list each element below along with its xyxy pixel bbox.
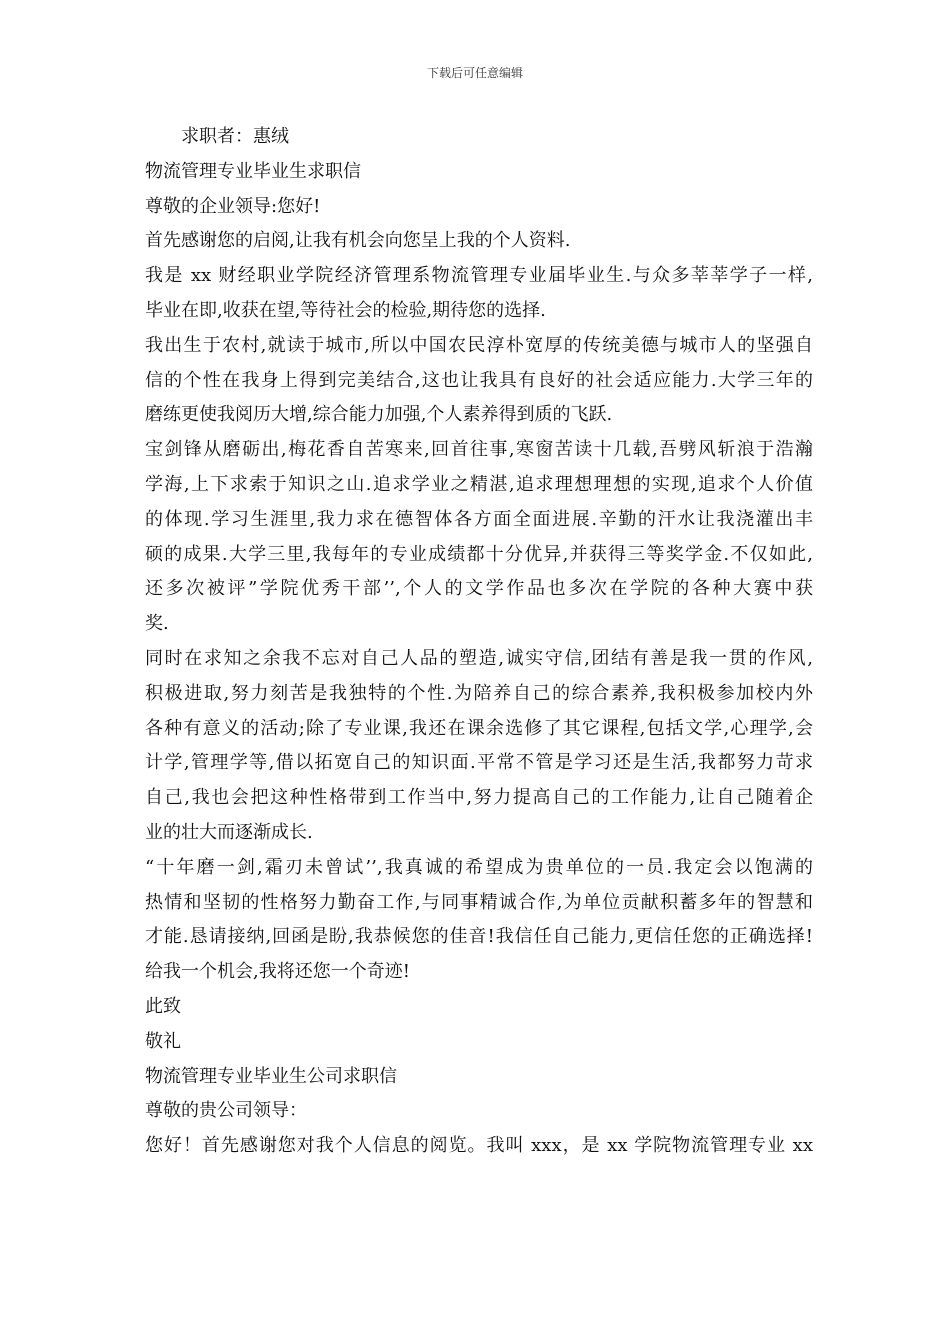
text-line: 尊敬的贵公司领导：: [145, 1100, 307, 1122]
text-line: 求职者：惠绒: [181, 126, 289, 147]
text-line: 我出生于农村,就读于城市,所以中国农民淳朴宽厚的传统美德与城市人的坚强自: [145, 334, 813, 356]
text-line: 此致: [145, 995, 181, 1017]
text-line: 物流管理专业毕业生公司求职信: [145, 1065, 397, 1087]
text-line: 宝剑锋从磨砺出,梅花香自苦寒来,回首往事,寒窗苦读十几载,吾劈风斩浪于浩瀚: [145, 439, 813, 461]
text-line: 自己,我也会把这种性格带到工作当中,努力提高自己的工作能力,让自己随着企: [145, 787, 813, 809]
text-line: 计学,管理学等,借以拓宽自己的知识面.平常不管是学习还是生活,我都努力苛求: [145, 752, 813, 774]
text-line: 还多次被评”学院优秀干部’’,个人的文学作品也多次在学院的各种大赛中获: [145, 578, 813, 600]
text-line: 同时在求知之余我不忘对自己人品的塑造,诚实守信,团结有善是我一贯的作风,: [145, 647, 813, 669]
text-line: 您好！首先感谢您对我个人信息的阅览。我叫 xxx，是 xx 学院物流管理专业 xx: [145, 1135, 813, 1157]
text-line: 磨练更使我阅历大增,综合能力加强,个人素养得到质的飞跃.: [145, 404, 613, 426]
text-line: 我是 xx 财经职业学院经济管理系物流管理专业届毕业生.与众多莘莘学子一样,: [145, 265, 813, 287]
text-line: “十年磨一剑,霜刃未曾试’’,我真诚的希望成为贵单位的一员.我定会以饱满的: [145, 856, 813, 878]
text-line: 敬礼: [145, 1030, 181, 1052]
text-line: 奖.: [145, 613, 169, 635]
text-line: 首先感谢您的启阅,让我有机会向您呈上我的个人资料.: [145, 230, 571, 252]
text-line: 的体现.学习生涯里,我力求在德智体各方面全面进展.辛勤的汗水让我浇灌出丰: [145, 508, 813, 530]
text-line: 硕的成果.大学三里,我每年的专业成绩都十分优异,并获得三等奖学金.不仅如此,: [145, 543, 813, 565]
page-header-note: 下载后可任意编辑: [426, 66, 523, 80]
text-line: 学海,上下求索于知识之山.追求学业之精湛,追求理想理想的实现,追求个人价值: [145, 473, 813, 495]
text-line: 毕业在即,收获在望,等待社会的检验,期待您的选择.: [145, 299, 546, 321]
text-line: 尊敬的企业领导:您好!: [145, 195, 321, 217]
text-line: 信的个性在我身上得到完美结合,这也让我具有良好的社会适应能力.大学三年的: [145, 369, 813, 391]
text-line: 给我一个机会,我将还您一个奇迹!: [145, 961, 410, 983]
document-body: [145, 120, 813, 1164]
text-line: 各种有意义的活动;除了专业课,我还在课余选修了其它课程,包括文学,心理学,会: [145, 717, 813, 739]
text-line: 热情和坚韧的性格努力勤奋工作,与同事精诚合作,为单位贡献积蓄多年的智慧和: [145, 891, 813, 913]
text-line: 才能.恳请接纳,回函是盼,我恭候您的佳音!我信任自己能力,更信任您的正确选择!: [145, 926, 813, 948]
text-line: 积极进取,努力刻苦是我独特的个性.为陪养自己的综合素养,我积极参加校内外: [145, 682, 813, 704]
text-line: 业的壮大而逐渐成长.: [145, 821, 313, 843]
text-line: 物流管理专业毕业生求职信: [145, 160, 361, 182]
